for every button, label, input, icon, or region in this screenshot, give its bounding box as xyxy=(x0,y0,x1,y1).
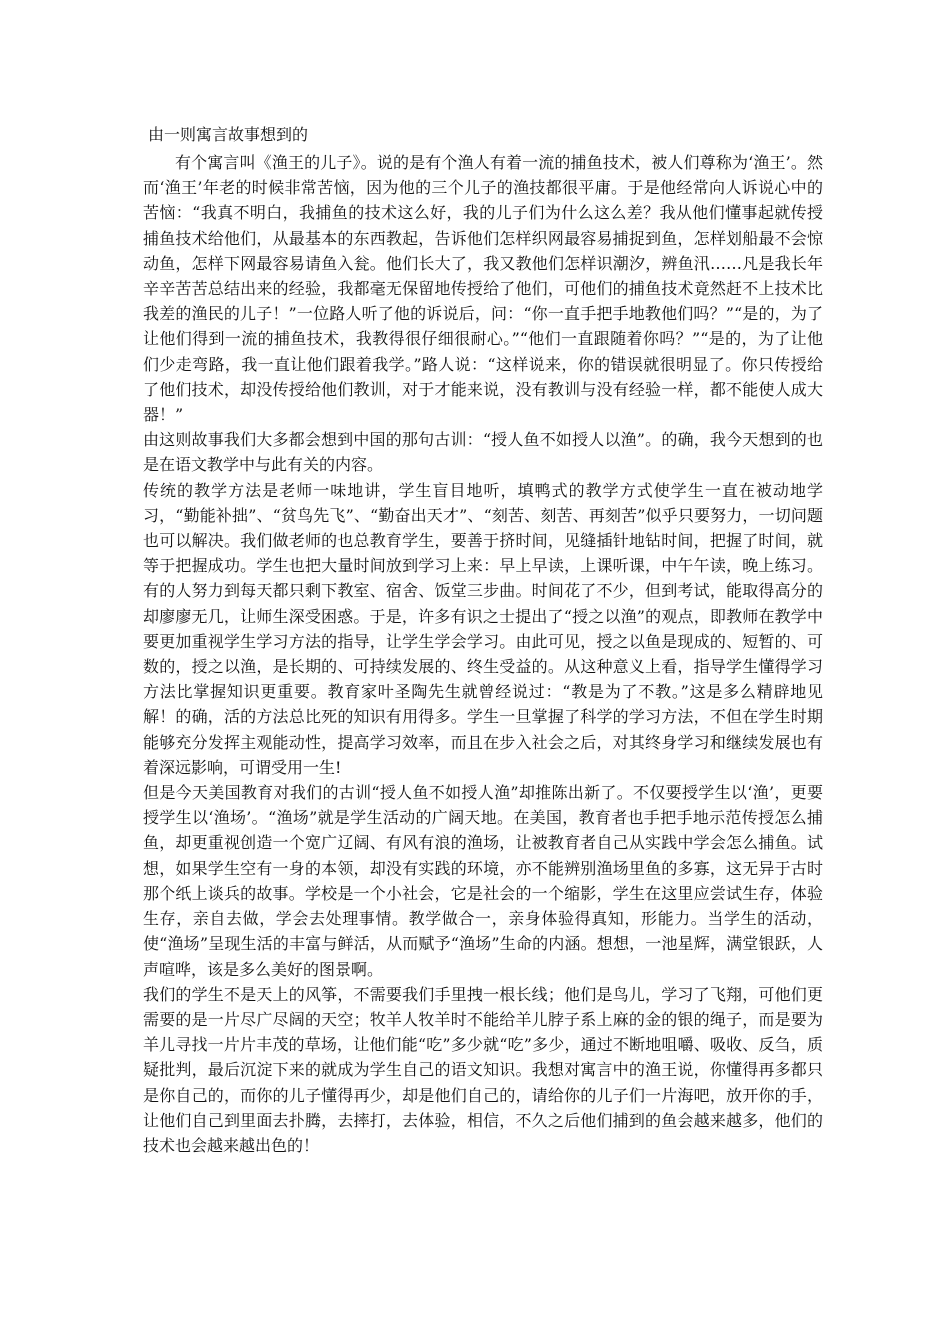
paragraph-american-education: 但是今天美国教育对我们的古训“授人鱼不如授人渔”却推陈出新了。不仅要授学生以‘渔’，更要授学生以‘渔场’。“渔场”就是学生活动的广阔天地。在美国，教育者也手把手地示范传授怎么捕鱼，却更重视创造一个宽广辽阔、有风有浪的渔场，让被教育者自己从实践中学会怎么捕鱼。试想，如果学生空有一身的本领，却没有实践的环境，亦不能辨别渔场里鱼的多寡，这无异于古时那个纸上谈兵的故事。学校是一个小社会，它是社会的一个缩影，学生在这里应尝试生存，体验生存，亲自去做，学会去处理事情。教学做合一，亲身体验得真知，形能力。当学生的活动，使“渔场”呈现生活的丰富与鲜活，从而赋予“渔场”生命的内涵。想想，一池星辉，满堂银跃，人声喧哗，该是多么美好的图景啊。 xyxy=(143,783,823,979)
paragraph-fable: 有个寓言叫《渔王的儿子》。说的是有个渔人有着一流的捕鱼技术，被人们尊称为‘渔王’。然而‘渔王’年老的时候非常苦恼，因为他的三个儿子的渔技都很平庸。于是他经常向人诉说心中的苦恼：“我真不明白，我捕鱼的技术这么好，我的儿子们为什么这么差？我从他们懂事起就传授捕鱼技术给他们，从最基本的东西教起，告诉他们怎样织网最容易捕捉到鱼，怎样划船最不会惊动鱼，怎样下网最容易请鱼入瓮。他们长大了，我又教他们怎样识潮汐，辨鱼汛……凡是我长年辛辛苦苦总结出来的经验，我都毫无保留地传授给了他们，可他们的捕鱼技术竟然赶不上技术比我差的渔民的儿子！”一位路人听了他的诉说后，问：“你一直手把手地教他们吗？”“是的，为了让他们得到一流的捕鱼技术，我教得很仔细很耐心。”“他们一直跟随着你吗？”“是的，为了让他们少走弯路，我一直让他们跟着我学。”路人说：“这样说来，你的错误就很明显了。你只传授给了他们技术，却没传授给他们教训，对于才能来说，没有教训与没有经验一样，都不能使人成大器！” xyxy=(143,153,823,425)
document-page xyxy=(143,124,823,1158)
document-title: 由一则寓言故事想到的 xyxy=(148,125,309,144)
paragraph-conclusion: 我们的学生不是天上的风筝，不需要我们手里拽一根长线；他们是鸟儿，学习了飞翔，可他们更需要的是一片尽广尽阔的天空；牧羊人牧羊时不能给羊儿脖子系上麻的金的银的绳子，而是要为羊儿寻找一片片丰茂的草场，让他们能“吃”多少就“吃”多少，通过不断地咀嚼、吸收、反刍，质疑批判，最后沉淀下来的就成为学生自己的语文知识。我想对寓言中的渔王说，你懂得再多都只是你自己的，而你的儿子懂得再少，却是他们自己的，请给你的儿子们一片海吧，放开你的手，让他们自己到里面去扑腾，去摔打，去体验，相信，不久之后他们捕到的鱼会越来越多，他们的技术也会越来越出色的！ xyxy=(143,984,823,1155)
paragraph-traditional-teaching: 传统的教学方法是老师一味地讲，学生盲目地听，填鸭式的教学方式使学生一直在被动地学习，“勤能补拙”、“贫鸟先飞”、“勤奋出天才”、“刻苦、刻苦、再刻苦”似乎只要努力，一切问题也可以解决。我们做老师的也总教育学生，要善于挤时间，见缝插针地钻时间，把握了时间，就等于把握成功。学生也把大量时间放到学习上来：早上早读，上课听课，中午午读，晚上练习。有的人努力到每天都只剩下教室、宿舍、饭堂三步曲。时间花了不少，但到考试，能取得高分的却廖廖无几，让师生深受困惑。于是，许多有识之士提出了“授之以渔”的观点，即教师在教学中要更加重视学生学习方法的指导，让学生学会学习。由此可见，授之以鱼是现成的、短暂的、可数的，授之以渔，是长期的、可持续发展的、终生受益的。从这种意义上看，指导学生懂得学习方法比掌握知识更重要。教育家叶圣陶先生就曾经说过：“教是为了不教。”这是多么精辟地见解！的确，活的方法总比死的知识有用得多。学生一旦掌握了科学的学习方法，不但在学生时期能够充分发挥主观能动性，提高学习效率，而且在步入社会之后，对其终身学习和继续发展也有着深远影响，可谓受用一生! xyxy=(143,480,823,777)
paragraph-ancient-saying: 由这则故事我们大多都会想到中国的那句古训：“授人鱼不如授人以渔”。的确，我今天想到的也是在语文教学中与此有关的内容。 xyxy=(143,430,823,475)
